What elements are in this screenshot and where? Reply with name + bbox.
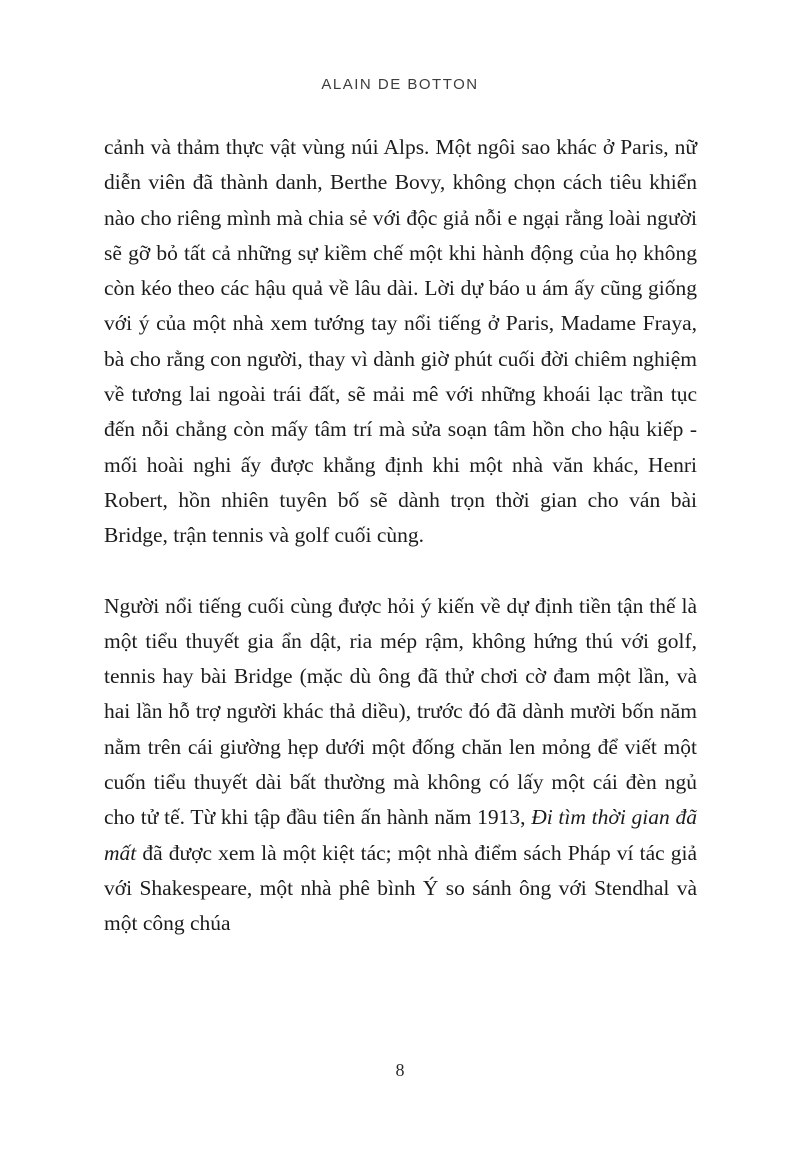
page-number: 8 bbox=[395, 1060, 405, 1080]
paragraph-1: cảnh và thảm thực vật vùng núi Alps. Một ngôi sao khác ở Paris, nữ diễn viên đã thành danh, Berthe Bovy, không chọn cách tiêu khiển nào cho riêng mình mà chia sẻ với độc giả nỗi e ngại rằng loài người sẽ gỡ bỏ tất cả những sự kiềm chế một khi hành động của họ không còn kéo theo các hậu quả về lâu dài. Lời dự báo u ám ấy cũng giống với ý của một nhà xem tướng tay nổi tiếng ở Paris, Madame Fraya, bà cho rằng con người, thay vì dành giờ phút cuối đời chiêm nghiệm về tương lai ngoài trái đất, sẽ mải mê với những khoái lạc trần tục đến nỗi chẳng còn mấy tâm trí mà sửa soạn tâm hồn cho hậu kiếp - mối hoài nghi ấy được khẳng định khi một nhà văn khác, Henri Robert, hồn nhiên tuyên bố sẽ dành trọn thời gian cho ván bài Bridge, trận tennis và golf cuối cùng. bbox=[104, 135, 697, 548]
book-title-italic: Đi tìm thời gian đã mất bbox=[104, 805, 697, 865]
page-body bbox=[104, 130, 697, 977]
paragraph-2-segment: Người nổi tiếng cuối cùng được hỏi ý kiến về dự định tiền tận thế là một tiểu thuyết gia ẩn dật, ria mép rậm, không hứng thú với golf, tennis hay bài Bridge (mặc dù ông đã thử chơi cờ đam một lần, và hai lần hỗ trợ người khác thả diều), trước đó đã dành mười bốn năm nằm trên cái giường hẹp dưới một đống chăn len mỏng để viết một cuốn tiểu thuyết dài bất thường mà không có lấy một cái đèn ngủ cho tử tế. Từ khi tập đầu tiên ấn hành năm 1913, bbox=[104, 593, 697, 830]
paragraph-2-segment: đã được xem là một kiệt tác; một nhà điểm sách Pháp ví tác giả với Shakespeare, một nhà phê bình Ý so sánh ông với Stendhal và một công chúa bbox=[104, 840, 697, 936]
paragraph-2 bbox=[104, 589, 697, 942]
running-header: ALAIN DE BOTTON bbox=[321, 76, 479, 93]
